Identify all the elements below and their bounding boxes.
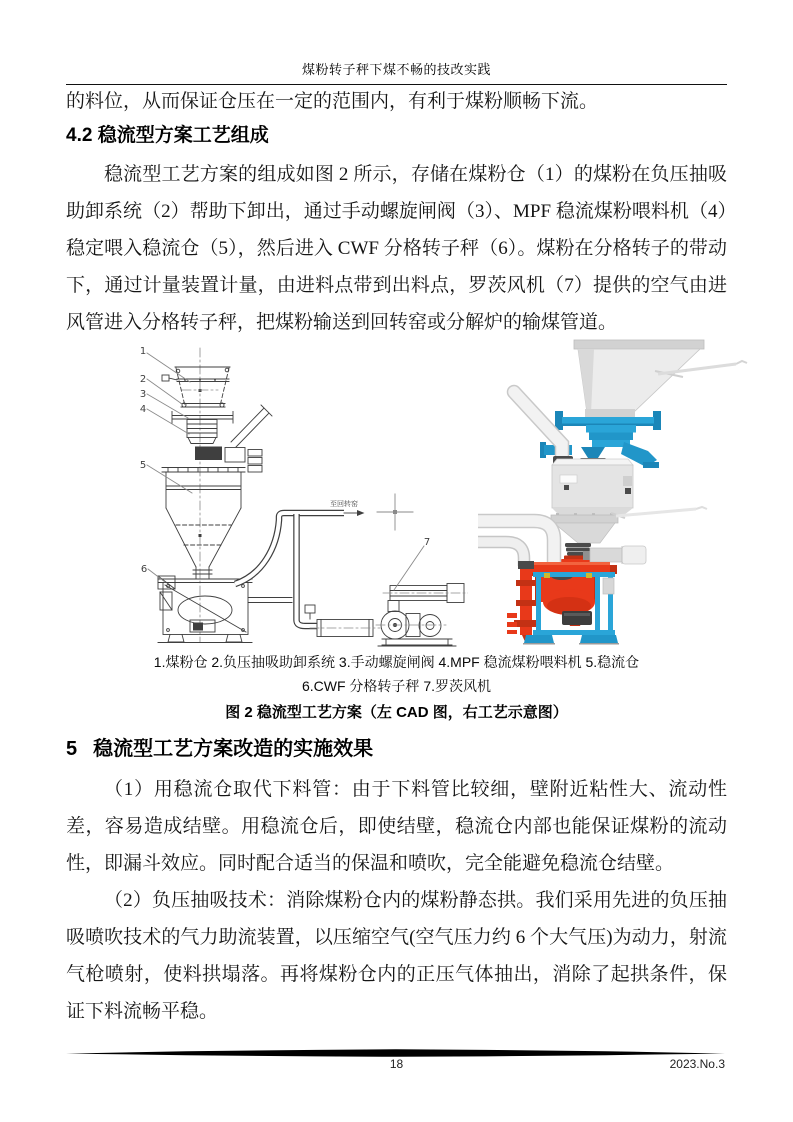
cad-powder-bin-outlet — [162, 367, 230, 407]
cad-diagram — [88, 334, 468, 649]
render-rotor-scale-red — [520, 562, 617, 626]
render-pipes-white-left — [478, 521, 554, 566]
cad-feeder — [172, 405, 272, 472]
callout-5: 5 — [139, 460, 147, 471]
figure-legend-line-1: 1.煤粉仓 2.负压抽吸助卸系统 3.手动螺旋闸阀 4.MPF 稳流煤粉喂料机 5.稳流仓 — [153, 654, 640, 670]
issue-number: 2023.No.3 — [669, 1057, 725, 1071]
callout-7: 7 — [423, 537, 431, 548]
page-number: 18 — [389, 1057, 404, 1071]
section-4-2-paragraph: 稳流型工艺方案的组成如图 2 所示，存储在煤粉仓（1）的煤粉在负压抽吸助卸系统（2）帮助下卸出，通过手动螺旋闸阀（3）、MPF 稳流煤粉喂料机（4）稳定喂入稳流仓（5），然后进入 CWF 分格转子秤（6）。煤粉在分格转子的带动下，通过计量装置计量，由进料点带到出料点，罗茨风机（7）提供的空气由进风管进入分格转子秤，把煤粉输送到回转窑或分解炉的输煤管道。 — [66, 164, 727, 333]
section-5-heading — [66, 732, 373, 761]
cad-callouts — [140, 346, 430, 590]
cad-surge-bin — [162, 468, 245, 580]
section-5-body — [66, 771, 727, 1030]
header-title: 煤粉转子秤下煤不畅的技改实践 — [301, 62, 491, 77]
callout-2: 2 — [139, 374, 147, 385]
callout-6: 6 — [140, 564, 148, 575]
figure-caption: 图 2 稳流型工艺方案（左 CAD 图，右工艺示意图） — [225, 704, 568, 721]
figure-2-image — [0, 334, 793, 649]
render-diagram — [478, 334, 748, 649]
effect-paragraph-1: （1）用稳流仓取代下料管：由于下料管比较细，壁附近粘性大、流动性差，容易造成结壁。用稳流仓后，即使结壁，稳流仓内部也能保证煤粉的流动性，即漏斗效应。同时配合适当的保温和喷吹，完全能避免稳流仓结壁。 — [66, 779, 727, 874]
callout-1: 1 — [139, 346, 147, 357]
kiln-arrow-label: 至回转窑 — [330, 500, 358, 508]
cad-crosshair-icon — [377, 494, 413, 530]
section-4-2-heading: 4.2 稳流型方案工艺组成 — [66, 125, 269, 146]
render-side-cylinder — [583, 546, 646, 564]
effect-paragraph-2: （2）负压抽吸技术：消除煤粉仓内的煤粉静态拱。我们采用先进的负压抽吸喷吹技术的气力助流装置，以压缩空气(空气压力约 6 个大气压)为动力，射流气枪喷射，使料拱塌落。再将煤粉仓内的正压气体抽出，消除了起拱条件，保证下料流畅平稳。 — [66, 890, 727, 1022]
intro-paragraph: 的料位，从而保证仓压在一定的范围内，有利于煤粉顺畅下流。 — [66, 91, 599, 112]
cad-discharge-pipe — [235, 513, 344, 626]
cad-rotor-scale — [158, 576, 292, 643]
figure-legend-line-2: 6.CWF 分格转子秤 7.罗茨风机 — [301, 678, 491, 694]
footer-rule — [66, 1049, 725, 1057]
callout-3: 3 — [139, 389, 147, 400]
section-5-title: 稳流型工艺方案改造的实施效果 — [93, 738, 374, 760]
header-rule — [66, 84, 727, 85]
section-5-number: 5 — [66, 738, 78, 760]
cad-roots-blower — [305, 584, 468, 647]
render-hopper-funnel — [574, 340, 704, 421]
callout-4: 4 — [139, 404, 147, 415]
